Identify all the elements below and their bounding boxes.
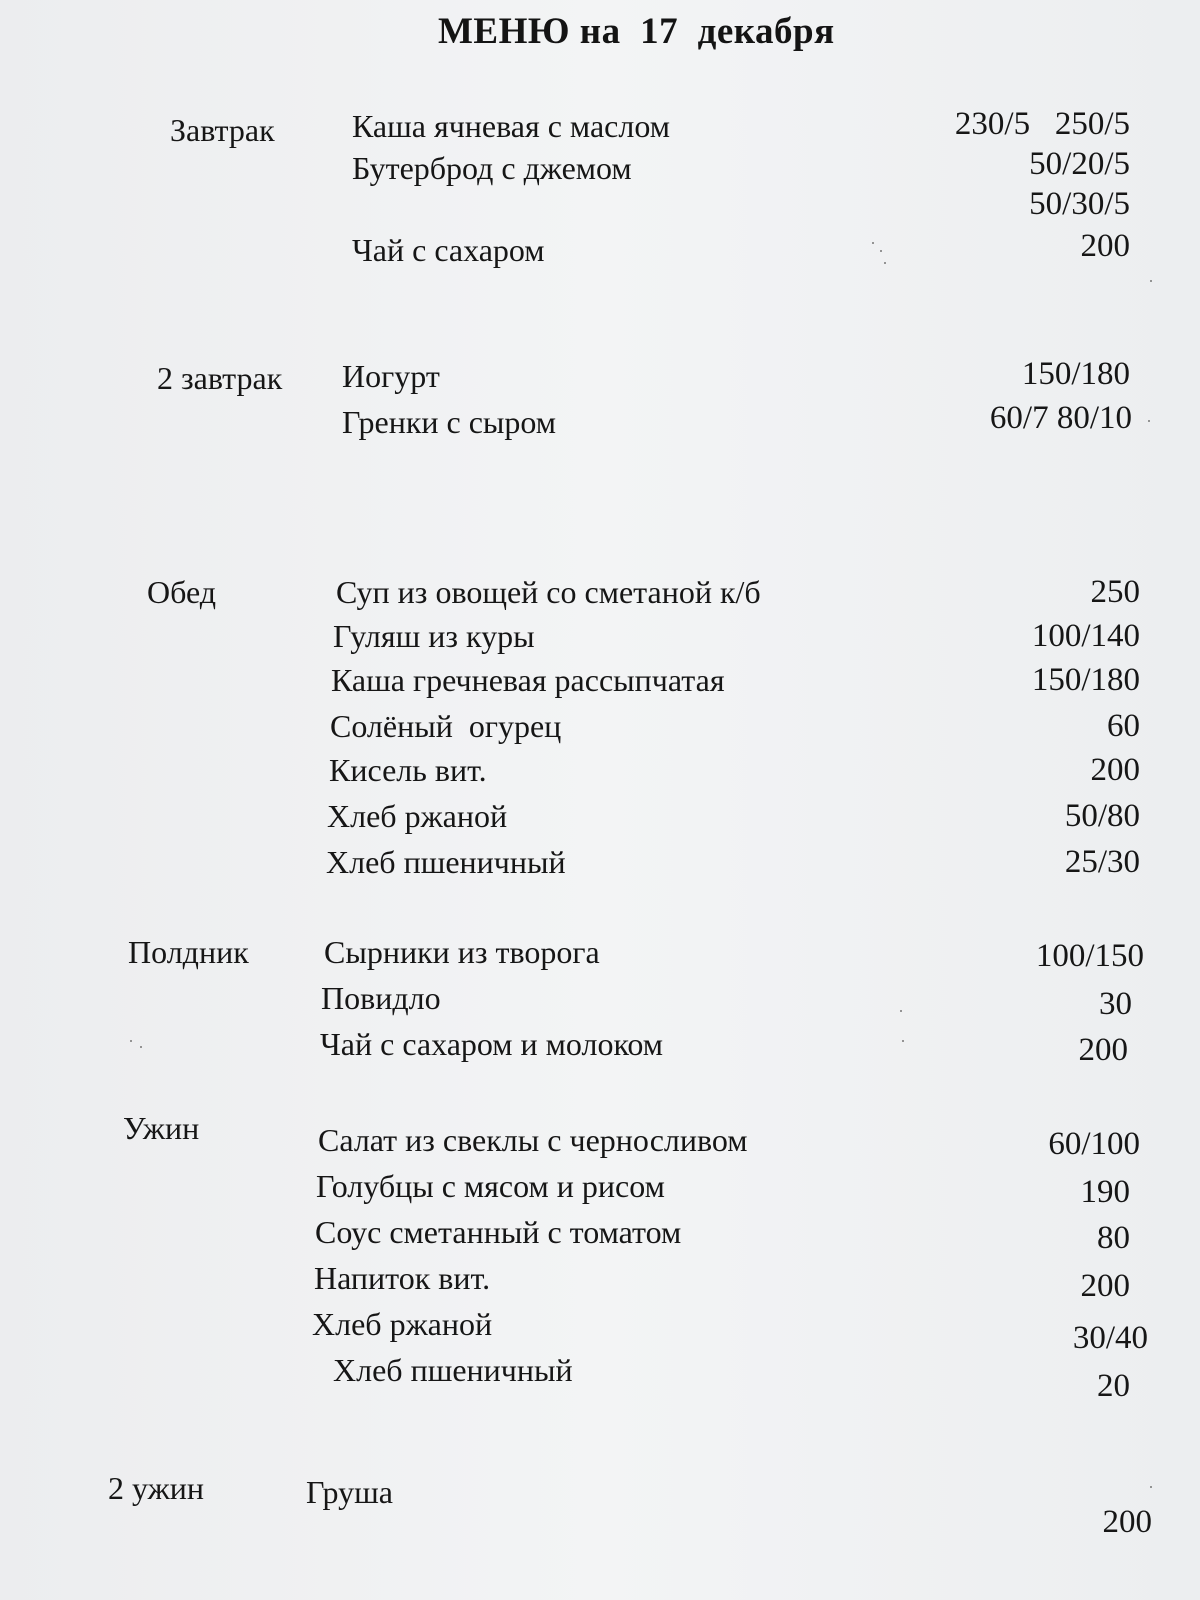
menu-item-name: Голубцы с мясом и рисом xyxy=(316,1168,665,1204)
menu-title: МЕНЮ на 17 декабря xyxy=(438,11,835,52)
menu-item-portion: 60 xyxy=(1107,708,1140,744)
menu-item-name: Соус сметанный с томатом xyxy=(315,1214,682,1250)
menu-item-name: Хлеб пшеничный xyxy=(326,844,566,880)
menu-item-portion: 20 xyxy=(1097,1368,1130,1404)
menu-item-portion: 100/150 xyxy=(1035,938,1144,974)
menu-item-portion: 230/5 250/5 xyxy=(954,106,1130,142)
menu-item-portion: 190 xyxy=(1080,1174,1130,1210)
menu-item-name: Чай с сахаром и молоком xyxy=(320,1026,664,1062)
menu-item-name: Бутерброд с джемом xyxy=(352,150,632,186)
menu-item-name: Кисель вит. xyxy=(329,752,487,788)
meal-label: Ужин xyxy=(123,1110,200,1146)
paper-speck xyxy=(902,1040,904,1042)
menu-item-name: Груша xyxy=(306,1474,393,1510)
menu-item-portion: 50/20/5 xyxy=(1029,146,1130,182)
menu-item-name: Иогурт xyxy=(342,358,440,394)
menu-item-portion: 200 xyxy=(1102,1504,1152,1540)
menu-item-name: Каша гречневая рассыпчатая xyxy=(331,662,725,698)
menu-item-portion: 80 xyxy=(1097,1220,1130,1256)
meal-label: Обед xyxy=(147,574,217,610)
menu-item-portion: 60/7 80/10 xyxy=(989,400,1132,436)
paper-speck xyxy=(140,1046,142,1048)
menu-item-portion: 30/40 xyxy=(1072,1320,1148,1356)
menu-item-name: Гренки с сыром xyxy=(342,404,557,440)
menu-item-portion: 100/140 xyxy=(1031,618,1140,654)
meal-label: 2 завтрак xyxy=(157,360,283,396)
menu-item-portion: 25/30 xyxy=(1064,844,1140,880)
menu-item-portion: 250 xyxy=(1090,574,1140,610)
paper-speck xyxy=(1150,280,1152,282)
meal-label: Полдник xyxy=(128,934,249,970)
paper-speck xyxy=(130,1040,132,1042)
menu-item-portion: 200 xyxy=(1078,1032,1128,1068)
menu-item-portion: 50/80 xyxy=(1064,798,1140,834)
paper-speck xyxy=(884,262,886,264)
menu-item-name: Каша ячневая с маслом xyxy=(352,108,670,144)
menu-item-portion: 200 xyxy=(1080,1268,1130,1304)
menu-item-portion: 150/180 xyxy=(1021,356,1130,392)
paper-speck xyxy=(1148,420,1150,422)
menu-item-name: Хлеб пшеничный xyxy=(333,1352,573,1388)
menu-item-name: Чай с сахаром xyxy=(352,232,545,268)
menu-item-portion: 30 xyxy=(1099,986,1132,1022)
menu-item-portion: 150/180 xyxy=(1031,662,1140,698)
menu-item-name: Хлеб ржаной xyxy=(312,1306,493,1342)
paper-speck xyxy=(880,250,882,252)
paper-speck xyxy=(872,242,874,244)
menu-item-name: Салат из свеклы с черносливом xyxy=(318,1122,748,1158)
menu-item-name: Суп из овощей со сметаной к/б xyxy=(336,574,761,610)
menu-item-name: Хлеб ржаной xyxy=(327,798,508,834)
menu-item-name: Солёный огурец xyxy=(330,708,562,744)
meal-label: 2 ужин xyxy=(108,1470,204,1506)
menu-item-portion: 60/100 xyxy=(1048,1126,1140,1162)
menu-item-name: Напиток вит. xyxy=(314,1260,491,1296)
paper-speck xyxy=(1150,1486,1152,1488)
menu-item-portion: 200 xyxy=(1090,752,1140,788)
menu-item-name: Повидло xyxy=(321,980,441,1016)
paper-speck xyxy=(900,1010,902,1012)
menu-item-portion: 200 xyxy=(1080,228,1130,264)
meal-label: Завтрак xyxy=(170,112,275,148)
menu-item-name: Гуляш из куры xyxy=(333,618,535,654)
menu-item-portion: 50/30/5 xyxy=(1029,186,1130,222)
menu-item-name: Сырники из творога xyxy=(324,934,600,970)
